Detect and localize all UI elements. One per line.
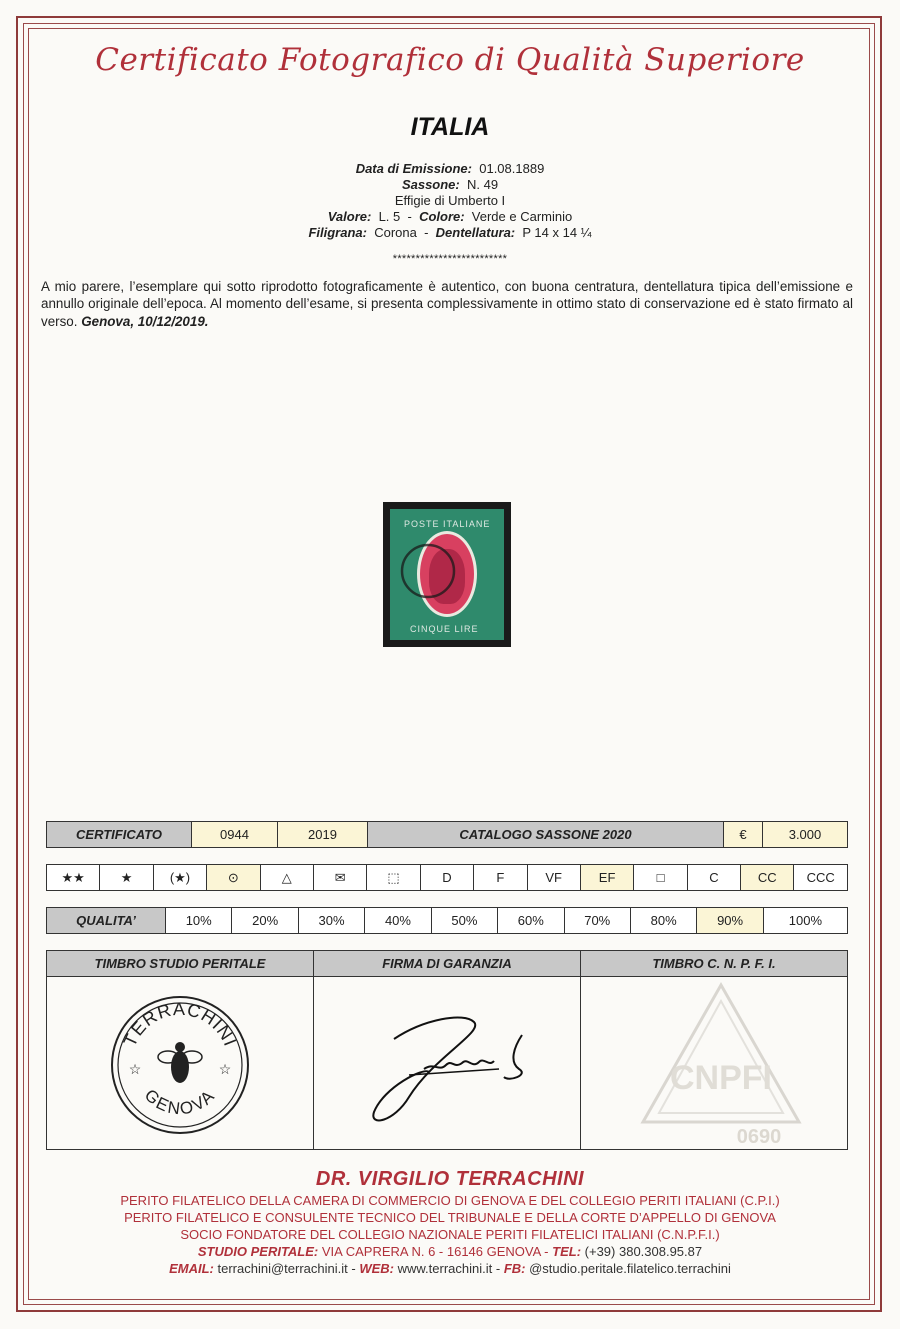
cnpfi-embossed-seal (581, 977, 847, 1149)
catalog-price: 3.000 (763, 822, 848, 848)
quality-70: 70% (564, 908, 630, 934)
stamp-top-text: POSTE ITALIANE (404, 519, 491, 529)
stamp-info (0, 161, 900, 241)
quality-60: 60% (498, 908, 564, 934)
tel-label: TEL: (552, 1244, 582, 1259)
cnpfi-stamp-box (581, 951, 847, 1149)
postmark (390, 509, 504, 640)
sassone-label: Sassone: (401, 177, 460, 192)
quality-90: 90% (697, 908, 763, 934)
condition-fragment: △ (260, 865, 313, 891)
condition-no-gum: (★) (153, 865, 206, 891)
stamp-frame (390, 509, 504, 640)
color-value: Verde e Carminio (471, 209, 573, 224)
web-label: WEB: (359, 1261, 394, 1276)
facebook: @studio.peritale.filatelico.terrachini (529, 1261, 731, 1276)
quality-20: 20% (232, 908, 298, 934)
certificate-heading: Certificato Fotografico di Qualità Superiore (95, 42, 805, 78)
sassone-line (0, 177, 900, 193)
perforation-value: P 14 x 14 ¼ (522, 225, 592, 240)
cnpfi-stamp-header: TIMBRO C. N. P. F. I. (581, 951, 847, 977)
condition-table (46, 864, 848, 891)
condition-vf: VF (527, 865, 580, 891)
effigy-line: Effigie di Umberto I (394, 193, 506, 208)
star-icon: ☆ (128, 1061, 142, 1077)
star-divider: ************************* (392, 253, 508, 265)
separator: - (424, 225, 429, 240)
catalog-name: CATALOGO SASSONE 2020 (368, 822, 724, 848)
condition-cover: ✉ (313, 865, 366, 891)
handwritten-signature (314, 977, 580, 1149)
watermark-value: Corona (374, 225, 417, 240)
quality-table (46, 907, 848, 934)
signature-header: FIRMA DI GARANZIA (314, 951, 580, 977)
condition-ef: EF (580, 865, 633, 891)
studio-stamp-header: TIMBRO STUDIO PERITALE (47, 951, 313, 977)
email-label: EMAIL: (169, 1261, 214, 1276)
footer-line-1: PERITO FILATELICO DELLA CAMERA DI COMMERCIO DI GENOVA E DEL COLLEGIO PERITI ITALIANI (C.P.I.) (120, 1193, 780, 1208)
condition-square: □ (634, 865, 687, 891)
phone: (+39) 380.308.95.87 (584, 1244, 703, 1259)
footer-line-3: SOCIO FONDATORE DEL COLLEGIO NAZIONALE PERITI FILATELICI ITALIANI (C.N.P.F.I.) (180, 1227, 720, 1242)
email: terrachini@terrachini.it - (217, 1261, 356, 1276)
issue-date-line (0, 161, 900, 177)
separator: - (407, 209, 412, 224)
condition-used: ⊙ (207, 865, 260, 891)
opinion-paragraph (41, 278, 853, 330)
country-title: ITALIA (410, 113, 490, 141)
cnpfi-number: 0690 (736, 1126, 782, 1148)
studio-stamp-box (47, 951, 314, 1149)
watermark-label: Filigrana: (308, 225, 367, 240)
issue-date-label: Data di Emissione: (355, 161, 472, 176)
bee-icon (158, 1042, 202, 1083)
stamp-photo (383, 502, 511, 647)
certificate-year: 2019 (278, 822, 368, 848)
condition-f: F (474, 865, 527, 891)
condition-ccc: CCC (794, 865, 848, 891)
sassone-value: N. 49 (466, 177, 499, 192)
address: VIA CAPRERA N. 6 - 16146 GENOVA - (321, 1244, 549, 1259)
footer (0, 1166, 900, 1277)
website: www.terrachini.it - (397, 1261, 501, 1276)
cnpfi-letters: CNPFI (670, 1059, 772, 1097)
quality-100: 100% (763, 908, 847, 934)
condition-mh: ★ (100, 865, 153, 891)
color-label: Colore: (419, 209, 465, 224)
value-color-line (0, 209, 900, 225)
quality-10: 10% (166, 908, 232, 934)
currency: € (724, 822, 763, 848)
value-value: L. 5 (378, 209, 401, 224)
footer-line-2: PERITO FILATELICO E CONSULENTE TECNICO DEL TRIBUNALE E DELLA CORTE D’APPELLO DI GENOVA (124, 1210, 776, 1225)
condition-piece: ⬚ (367, 865, 420, 891)
quality-30: 30% (298, 908, 364, 934)
seal-bottom-text: GENOVA (140, 1085, 220, 1119)
quality-80: 80% (630, 908, 696, 934)
studio-seal (47, 977, 313, 1149)
fb-label: FB: (503, 1261, 526, 1276)
watermark-perf-line (0, 225, 900, 241)
certificate-table (46, 821, 848, 848)
certificate-label: CERTIFICATO (47, 822, 192, 848)
perforation-label: Dentellatura: (435, 225, 516, 240)
quality-40: 40% (365, 908, 431, 934)
quality-label: QUALITA’ (47, 908, 166, 934)
condition-d: D (420, 865, 473, 891)
condition-mnh: ★★ (47, 865, 100, 891)
stamp-bottom-text: CINQUE LIRE (410, 624, 479, 634)
studio-label: STUDIO PERITALE: (197, 1244, 319, 1259)
address-line (0, 1243, 900, 1260)
certificate-number: 0944 (192, 822, 278, 848)
place-date: Genova, 10/12/2019. (81, 313, 209, 329)
signature-box (314, 951, 581, 1149)
expert-name: DR. VIRGILIO TERRACHINI (315, 1168, 585, 1190)
condition-c: C (687, 865, 740, 891)
star-icon: ☆ (218, 1061, 232, 1077)
contact-line (0, 1260, 900, 1277)
value-label: Valore: (327, 209, 372, 224)
issue-date-value: 01.08.1889 (479, 161, 545, 176)
quality-50: 50% (431, 908, 497, 934)
seal-top-text: TERRACHINI (119, 998, 241, 1050)
opinion-text: A mio parere, l’esemplare qui sotto riprodotto fotograficamente è autentico, con buona centratura, dentellatura tipica dell’emissione e annullo originale dell’epoca. Al momento dell’esame, si presenta complessivamente in ottimo stato di conservazione ed è stato firmato al verso. (41, 279, 853, 329)
condition-cc: CC (741, 865, 794, 891)
authentication-section (46, 950, 848, 1150)
